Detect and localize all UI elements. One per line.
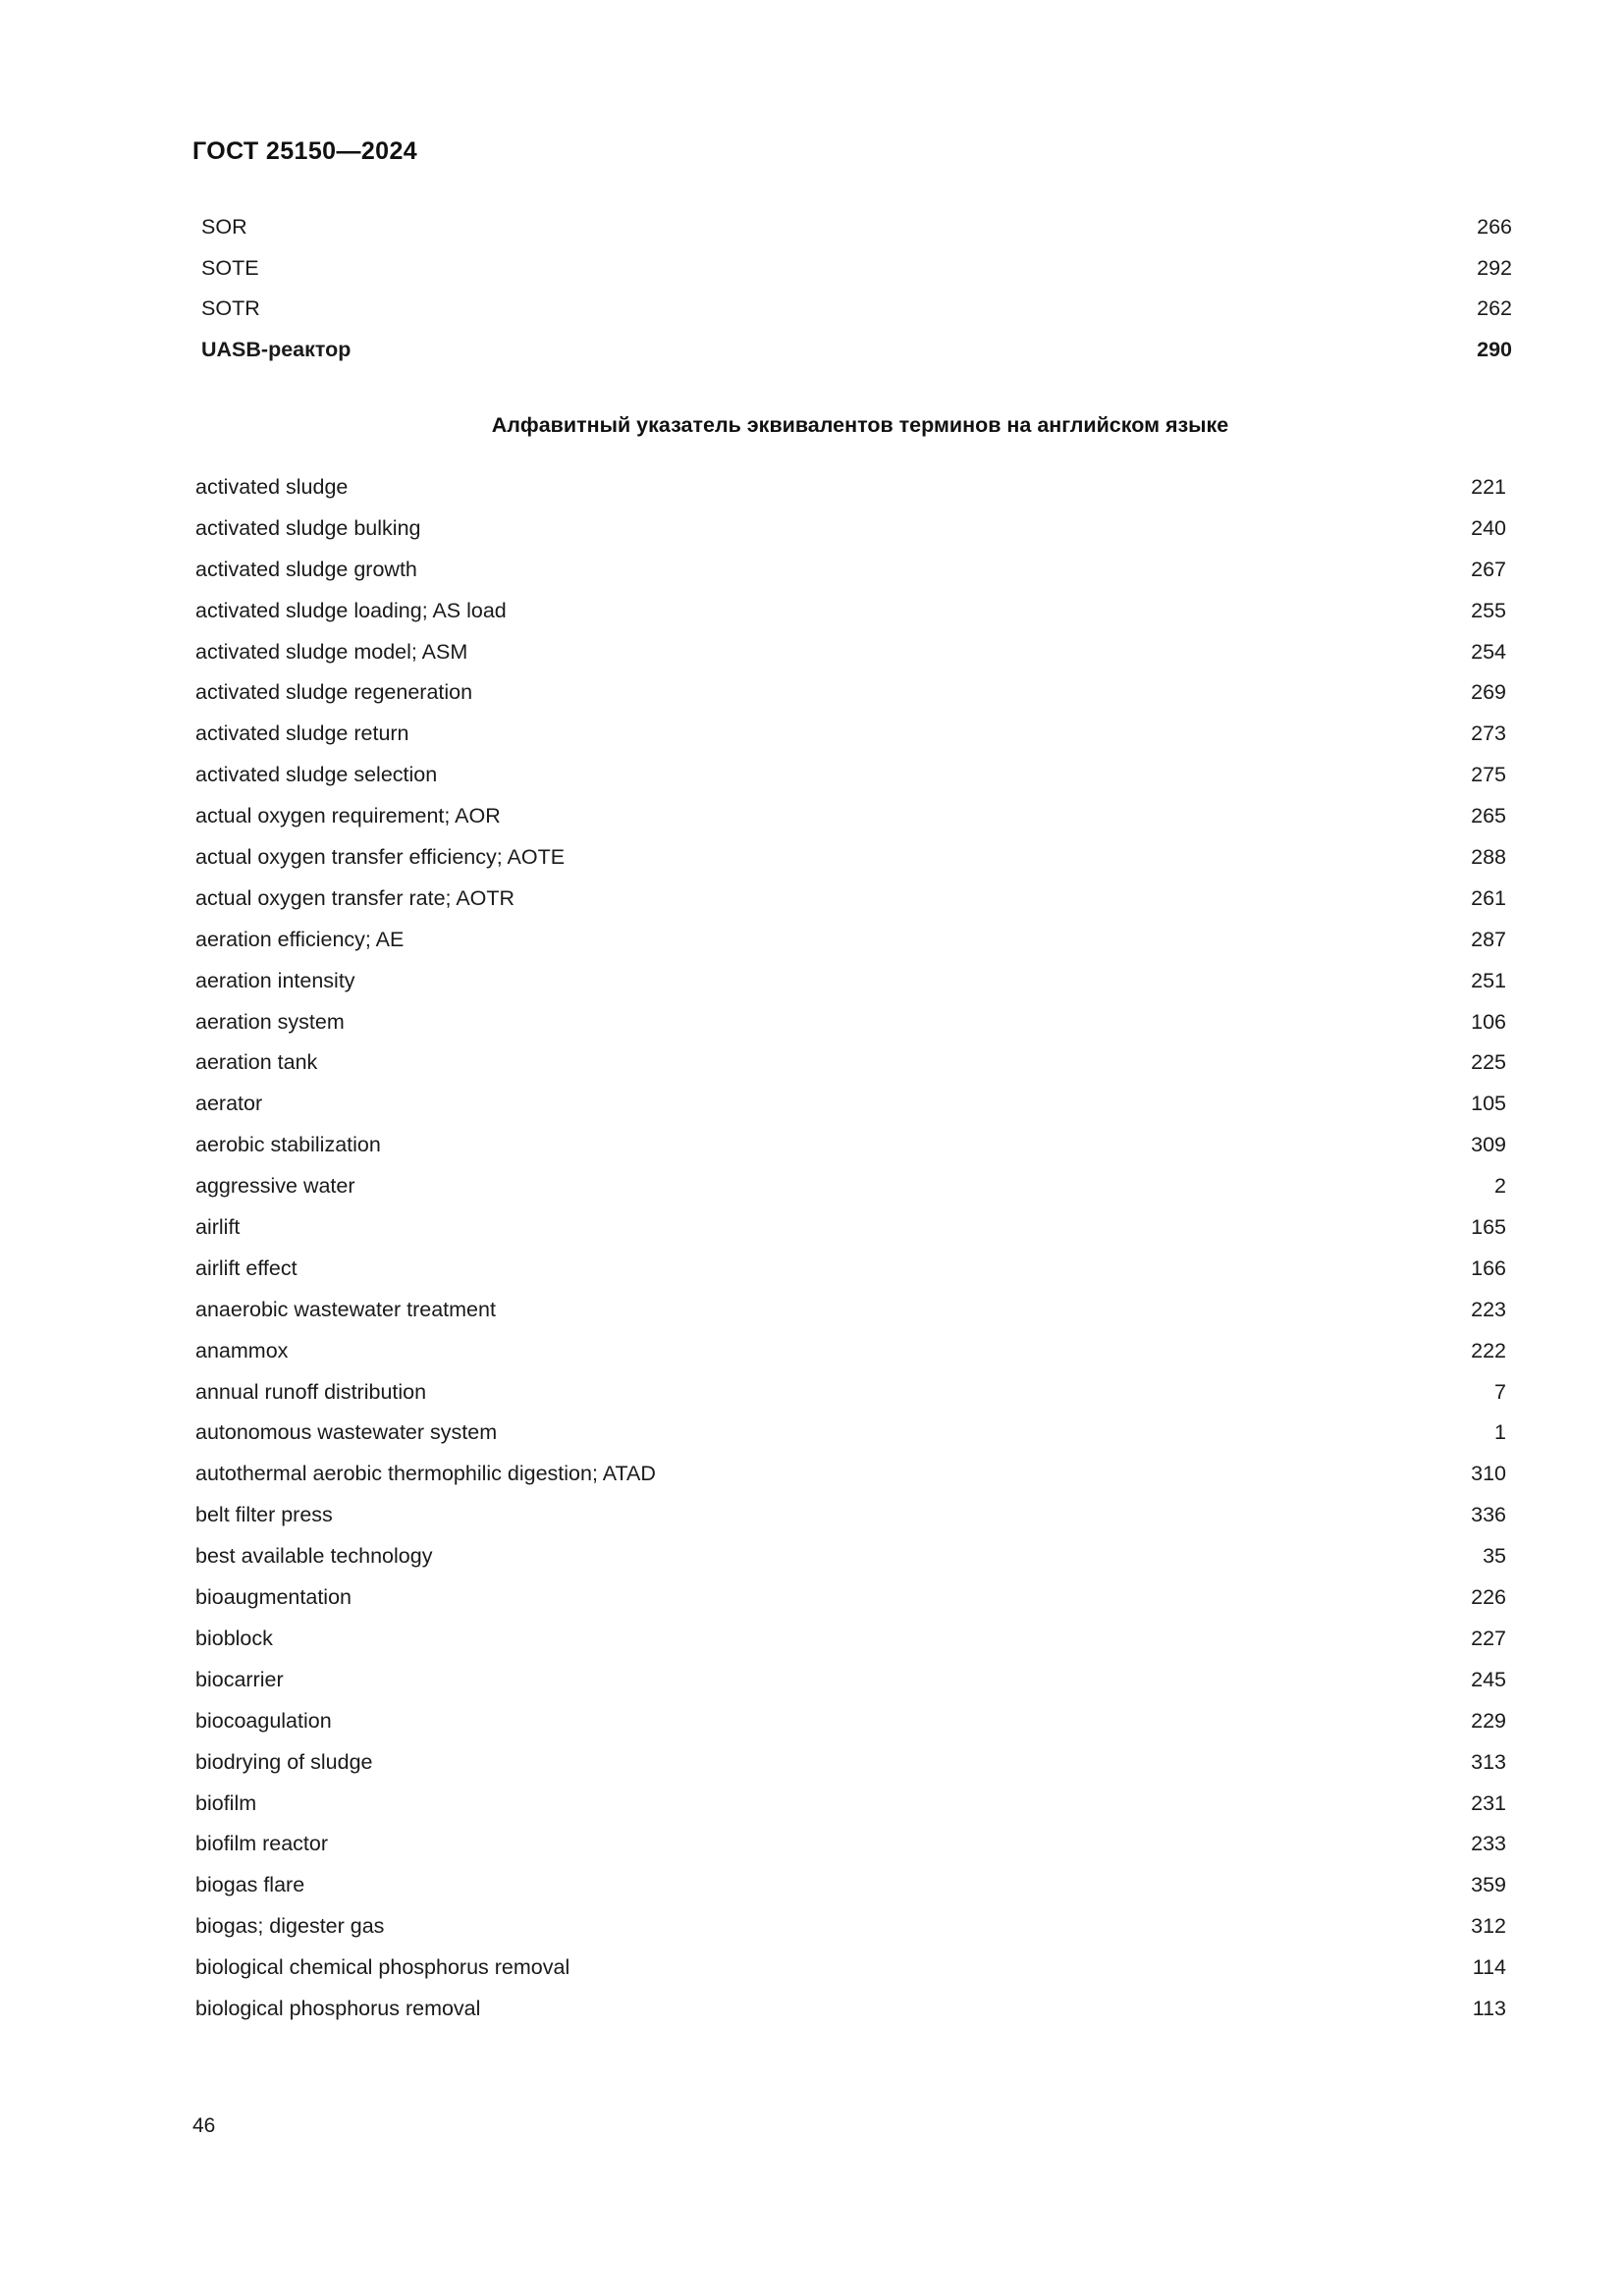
- index-page-number: 113: [1472, 1996, 1506, 2020]
- index-term: activated sludge selection: [195, 763, 438, 787]
- index-term: activated sludge regeneration: [195, 680, 473, 705]
- index-term: SOR: [201, 215, 247, 239]
- index-term: activated sludge model; ASM: [195, 639, 468, 664]
- index-page-number: 292: [1477, 255, 1512, 280]
- list-item: [195, 1422, 1506, 1464]
- index-term: activated sludge: [195, 475, 349, 499]
- list-item: [195, 1790, 1506, 1835]
- list-item: [195, 1708, 1506, 1752]
- index-page-number: 267: [1471, 557, 1506, 581]
- index-page-number: 35: [1483, 1544, 1506, 1569]
- list-item: [195, 847, 1506, 888]
- index-term: aggressive water: [195, 1174, 355, 1199]
- index-page-number: 7: [1494, 1379, 1506, 1404]
- index-page-number: 240: [1471, 515, 1506, 540]
- list-item: [195, 1626, 1506, 1670]
- section-title: Алфавитный указатель эквивалентов терминов на английском языке: [491, 413, 1229, 437]
- list-item: [201, 337, 1512, 381]
- list-item: [195, 1875, 1506, 1916]
- list-item: [195, 477, 1506, 518]
- list-item: [195, 765, 1506, 806]
- list-item: [195, 806, 1506, 847]
- index-page-number: 231: [1471, 1790, 1506, 1815]
- index-page-number: 261: [1471, 885, 1506, 910]
- index-page-number: 310: [1471, 1462, 1506, 1486]
- list-item: [195, 1834, 1506, 1875]
- list-item: [195, 1916, 1506, 1957]
- index-page-number: 106: [1471, 1009, 1506, 1034]
- index-page-number: 251: [1471, 968, 1506, 992]
- index-term: airlift effect: [195, 1255, 298, 1280]
- index-term: autonomous wastewater system: [195, 1420, 498, 1445]
- list-item: [195, 1338, 1506, 1382]
- index-term: aerator: [195, 1092, 263, 1116]
- index-page-number: 229: [1471, 1708, 1506, 1733]
- list-item: [195, 1052, 1506, 1094]
- list-item: [195, 682, 1506, 723]
- index-term: anammox: [195, 1338, 289, 1362]
- index-page-number: 336: [1471, 1503, 1506, 1527]
- index-page-number: 290: [1477, 337, 1512, 361]
- index-page-number: 265: [1471, 804, 1506, 828]
- index-page-number: 166: [1471, 1255, 1506, 1280]
- index-page-number: 312: [1471, 1914, 1506, 1939]
- index-page-number: 222: [1471, 1338, 1506, 1362]
- index-term: aerobic stabilization: [195, 1133, 381, 1157]
- index-term: UASB-реактор: [201, 337, 352, 361]
- index-page-number: 309: [1471, 1133, 1506, 1157]
- list-item: [195, 1546, 1506, 1587]
- index-page-number: 254: [1471, 639, 1506, 664]
- index-term: biodrying of sludge: [195, 1749, 373, 1774]
- index-page-number: 226: [1471, 1585, 1506, 1610]
- index-term: biocoagulation: [195, 1708, 332, 1733]
- index-term: bioaugmentation: [195, 1585, 352, 1610]
- index-term: aeration tank: [195, 1050, 318, 1075]
- index-term: best available technology: [195, 1544, 433, 1569]
- index-term: actual oxygen transfer rate; AOTR: [195, 885, 515, 910]
- index-term: activated sludge return: [195, 721, 409, 746]
- list-item: [195, 1587, 1506, 1629]
- index-page-number: 245: [1471, 1667, 1506, 1691]
- document-standard-header: ГОСТ 25150—2024: [192, 137, 418, 165]
- index-page-number: 275: [1471, 763, 1506, 787]
- index-term: biofilm reactor: [195, 1832, 329, 1856]
- index-page-number: 223: [1471, 1297, 1506, 1321]
- index-term: anaerobic wastewater treatment: [195, 1297, 496, 1321]
- list-item: [195, 1996, 1506, 2040]
- index-page-number: 1: [1494, 1420, 1506, 1445]
- index-page-number: 165: [1471, 1215, 1506, 1240]
- index-page-number: 227: [1471, 1626, 1506, 1650]
- list-item: [195, 1379, 1506, 1423]
- index-term: biogas; digester gas: [195, 1914, 385, 1939]
- list-item: [195, 1255, 1506, 1300]
- list-item: [201, 255, 1512, 299]
- list-item: [195, 1505, 1506, 1546]
- index-page-number: 273: [1471, 721, 1506, 746]
- index-page-number: 105: [1471, 1092, 1506, 1116]
- index-term: SOTR: [201, 296, 260, 320]
- list-item: [195, 515, 1506, 560]
- index-page-number: 114: [1472, 1955, 1506, 1980]
- index-term: aeration system: [195, 1009, 345, 1034]
- index-page-number: 221: [1471, 475, 1506, 499]
- index-term: annual runoff distribution: [195, 1379, 427, 1404]
- list-item: [195, 968, 1506, 1012]
- list-item: [195, 1009, 1506, 1053]
- list-item: [195, 723, 1506, 765]
- list-item: [195, 1464, 1506, 1505]
- page-content: [192, 137, 1528, 2040]
- list-item: [195, 1217, 1506, 1258]
- list-item: [195, 885, 1506, 930]
- index-term: belt filter press: [195, 1503, 333, 1527]
- index-page-number: 233: [1471, 1832, 1506, 1856]
- index-page-number: 287: [1471, 927, 1506, 951]
- list-item: [195, 1667, 1506, 1711]
- list-item: [201, 217, 1512, 258]
- top-index-list: [192, 217, 1528, 380]
- english-index-list: [192, 477, 1528, 2040]
- list-item: [195, 1749, 1506, 1793]
- index-term: biofilm: [195, 1790, 257, 1815]
- index-term: biological phosphorus removal: [195, 1996, 481, 2020]
- list-item: [195, 1176, 1506, 1217]
- index-page-number: 2: [1494, 1174, 1506, 1199]
- index-page-number: 225: [1471, 1050, 1506, 1075]
- list-item: [195, 598, 1506, 642]
- list-item: [195, 557, 1506, 601]
- index-term: actual oxygen transfer efficiency; AOTE: [195, 845, 566, 870]
- list-item: [195, 1297, 1506, 1341]
- index-term: aeration efficiency; AE: [195, 927, 405, 951]
- index-term: biological chemical phosphorus removal: [195, 1955, 570, 1980]
- list-item: [195, 927, 1506, 971]
- index-term: aeration intensity: [195, 968, 355, 992]
- list-item: [195, 1135, 1506, 1176]
- index-term: autothermal aerobic thermophilic digestion; ATAD: [195, 1462, 656, 1486]
- list-item: [201, 298, 1512, 340]
- index-term: activated sludge growth: [195, 557, 417, 581]
- index-page-number: 266: [1477, 215, 1512, 239]
- index-page-number: 262: [1477, 296, 1512, 320]
- index-page-number: 313: [1471, 1749, 1506, 1774]
- list-item: [195, 1094, 1506, 1135]
- page-folio-number: 46: [192, 2114, 216, 2137]
- index-term: biocarrier: [195, 1667, 284, 1691]
- index-term: SOTE: [201, 255, 259, 280]
- list-item: [195, 1957, 1506, 1999]
- index-page-number: 288: [1471, 845, 1506, 870]
- index-term: activated sludge bulking: [195, 515, 421, 540]
- index-page-number: 359: [1471, 1873, 1506, 1897]
- index-term: biogas flare: [195, 1873, 305, 1897]
- list-item: [195, 639, 1506, 683]
- index-term: airlift: [195, 1215, 241, 1240]
- index-term: actual oxygen requirement; AOR: [195, 804, 501, 828]
- index-page-number: 255: [1471, 598, 1506, 622]
- index-term: bioblock: [195, 1626, 273, 1650]
- index-page-number: 269: [1471, 680, 1506, 705]
- index-term: activated sludge loading; AS load: [195, 598, 507, 622]
